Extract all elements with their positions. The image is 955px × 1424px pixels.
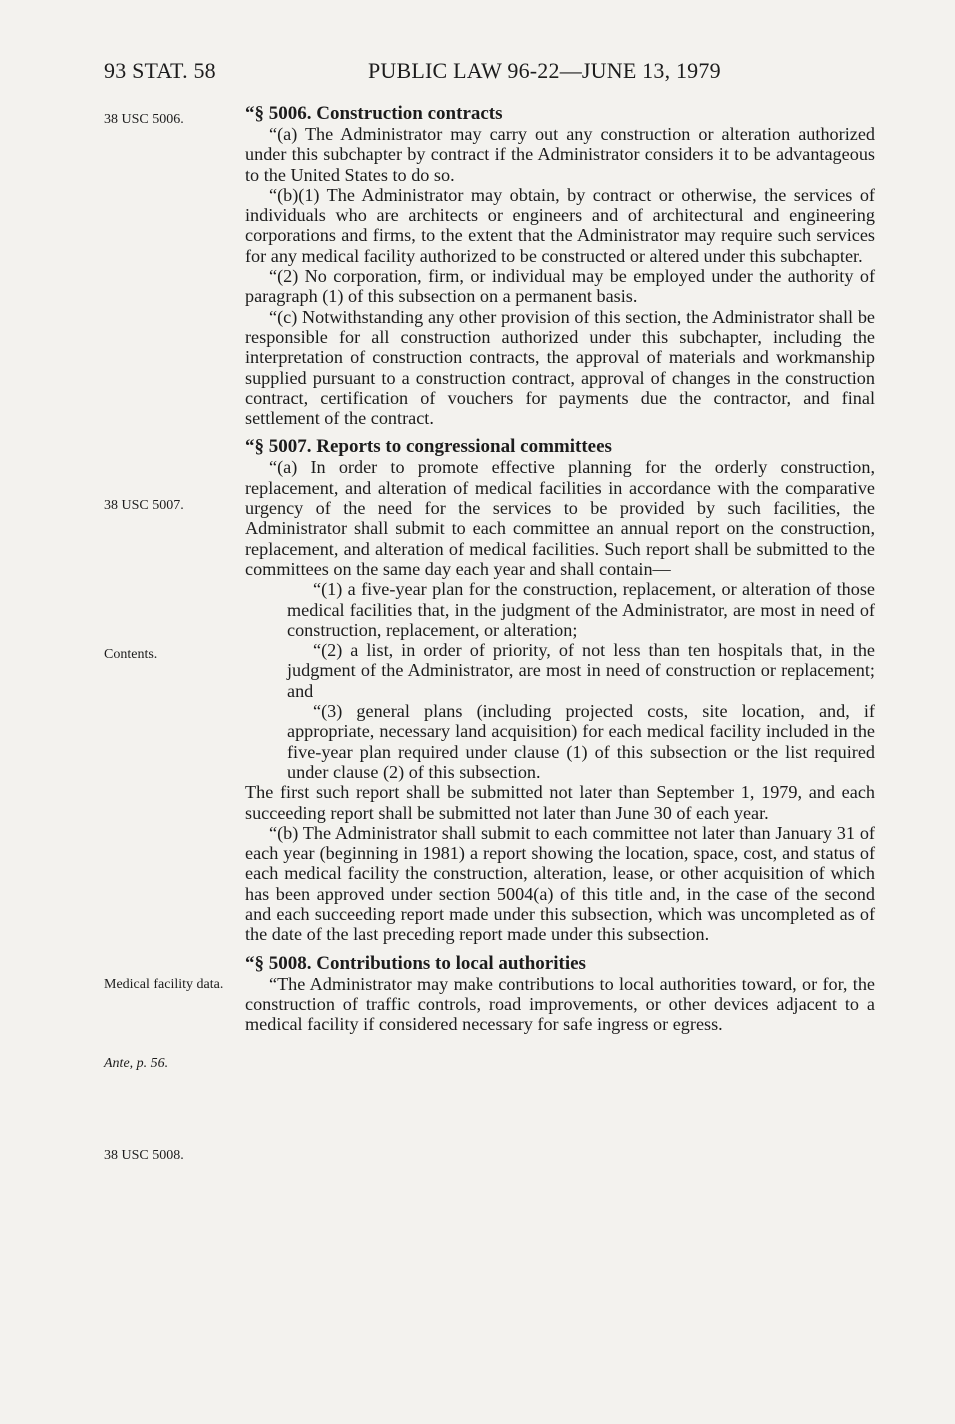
section-5007-clause-2: “(2) a list, in order of priority, of not less than ten hospitals that, in the judgment of the Administrator, are most in need of construction or replacement; and — [287, 640, 875, 701]
section-5006-para-a: “(a) The Administrator may carry out any construction or alteration authorized under this subchapter by contract if the Administrator considers it to be advantageous to the United States to do so. — [245, 124, 875, 185]
margin-note-ante-p56: Ante, p. 56. — [104, 1056, 169, 1071]
margin-note-medical-facility-data: Medical facility data. — [104, 977, 224, 992]
section-5006-heading: “§ 5006. Construction contracts — [245, 103, 503, 124]
section-5007-clause-3: “(3) general plans (including projected costs, site location, and, if appropriate, necessary land acquisition) for each medical facility included in the five-year plan required under clause (1) of this subsection or the list required under clause (2) of this subsection. — [287, 701, 875, 782]
margin-note-38-usc-5006: 38 USC 5006. — [104, 112, 184, 127]
stat-page-reference: 93 STAT. 58 — [104, 58, 216, 83]
section-5007-closing: The first such report shall be submitted not later than September 1, 1979, and each succeeding report shall be submitted not later than June 30 of each year. — [245, 782, 875, 823]
section-5007-clause-1: “(1) a five-year plan for the construction, replacement, or alteration of those medical facilities that, in the judgment of the Administrator, are most in need of construction, replacement, or alteration; — [287, 579, 875, 640]
public-law-title: PUBLIC LAW 96-22—JUNE 13, 1979 — [368, 58, 721, 83]
margin-note-contents: Contents. — [104, 647, 158, 662]
section-5006-para-b2: “(2) No corporation, firm, or individual may be employed under the authority of paragraph (1) of this subsection on a permanent basis. — [245, 266, 875, 307]
running-head — [104, 58, 874, 88]
margin-note-38-usc-5008: 38 USC 5008. — [104, 1148, 184, 1163]
section-5008-text: “The Administrator may make contributions to local authorities toward, or for, the construction of traffic controls, road improvements, or other devices adjacent to a medical facility if considered necessary for safe ingress or egress. — [245, 973, 875, 1035]
section-5006-para-b1: “(b)(1) The Administrator may obtain, by contract or otherwise, the services of individuals who are architects or engineers and of architectural and engineering corporations and firms, to the extent that the Administrator may require such services for any medical facility authorized to be constructed or altered under this subchapter. — [245, 184, 875, 266]
section-5007-para-b: “(b) The Administrator shall submit to each committee not later than January 31 of each year (beginning in 1981) a report showing the location, space, cost, and status of each medical facility the construction, alteration, lease, or other acquisition of which has been approved under section 5004(a) of this title and, in the case of the second and each succeeding report made under this subsection, which was uncompleted as of the date of the last preceding report made under this subsection. — [245, 822, 875, 945]
section-5007-para-a: “(a) In order to promote effective planning for the orderly construction, replacement, and alteration of medical facilities in accordance with the comparative urgency of the need for the services to be provided by such facilities, the Administrator shall submit to each committee an annual report on the construction, replacement, and alteration of medical facilities. Such report shall be submitted to the committees on the same day each year and shall contain— — [245, 457, 875, 579]
margin-note-38-usc-5007: 38 USC 5007. — [104, 498, 184, 513]
main-text-column — [245, 104, 875, 1034]
section-5008-heading: “§ 5008. Contributions to local authorities — [245, 952, 586, 974]
section-5007-heading: “§ 5007. Reports to congressional committees — [245, 436, 612, 458]
section-5006-para-c: “(c) Notwithstanding any other provision of this section, the Administrator shall be responsible for all construction authorized under this subchapter, including the interpretation of construction contracts, the approval of materials and workmanship supplied pursuant to a construction contract, approval of changes in the construction contract, certification of vouchers for payments due the contractor, and final settlement of the contract. — [245, 306, 875, 429]
